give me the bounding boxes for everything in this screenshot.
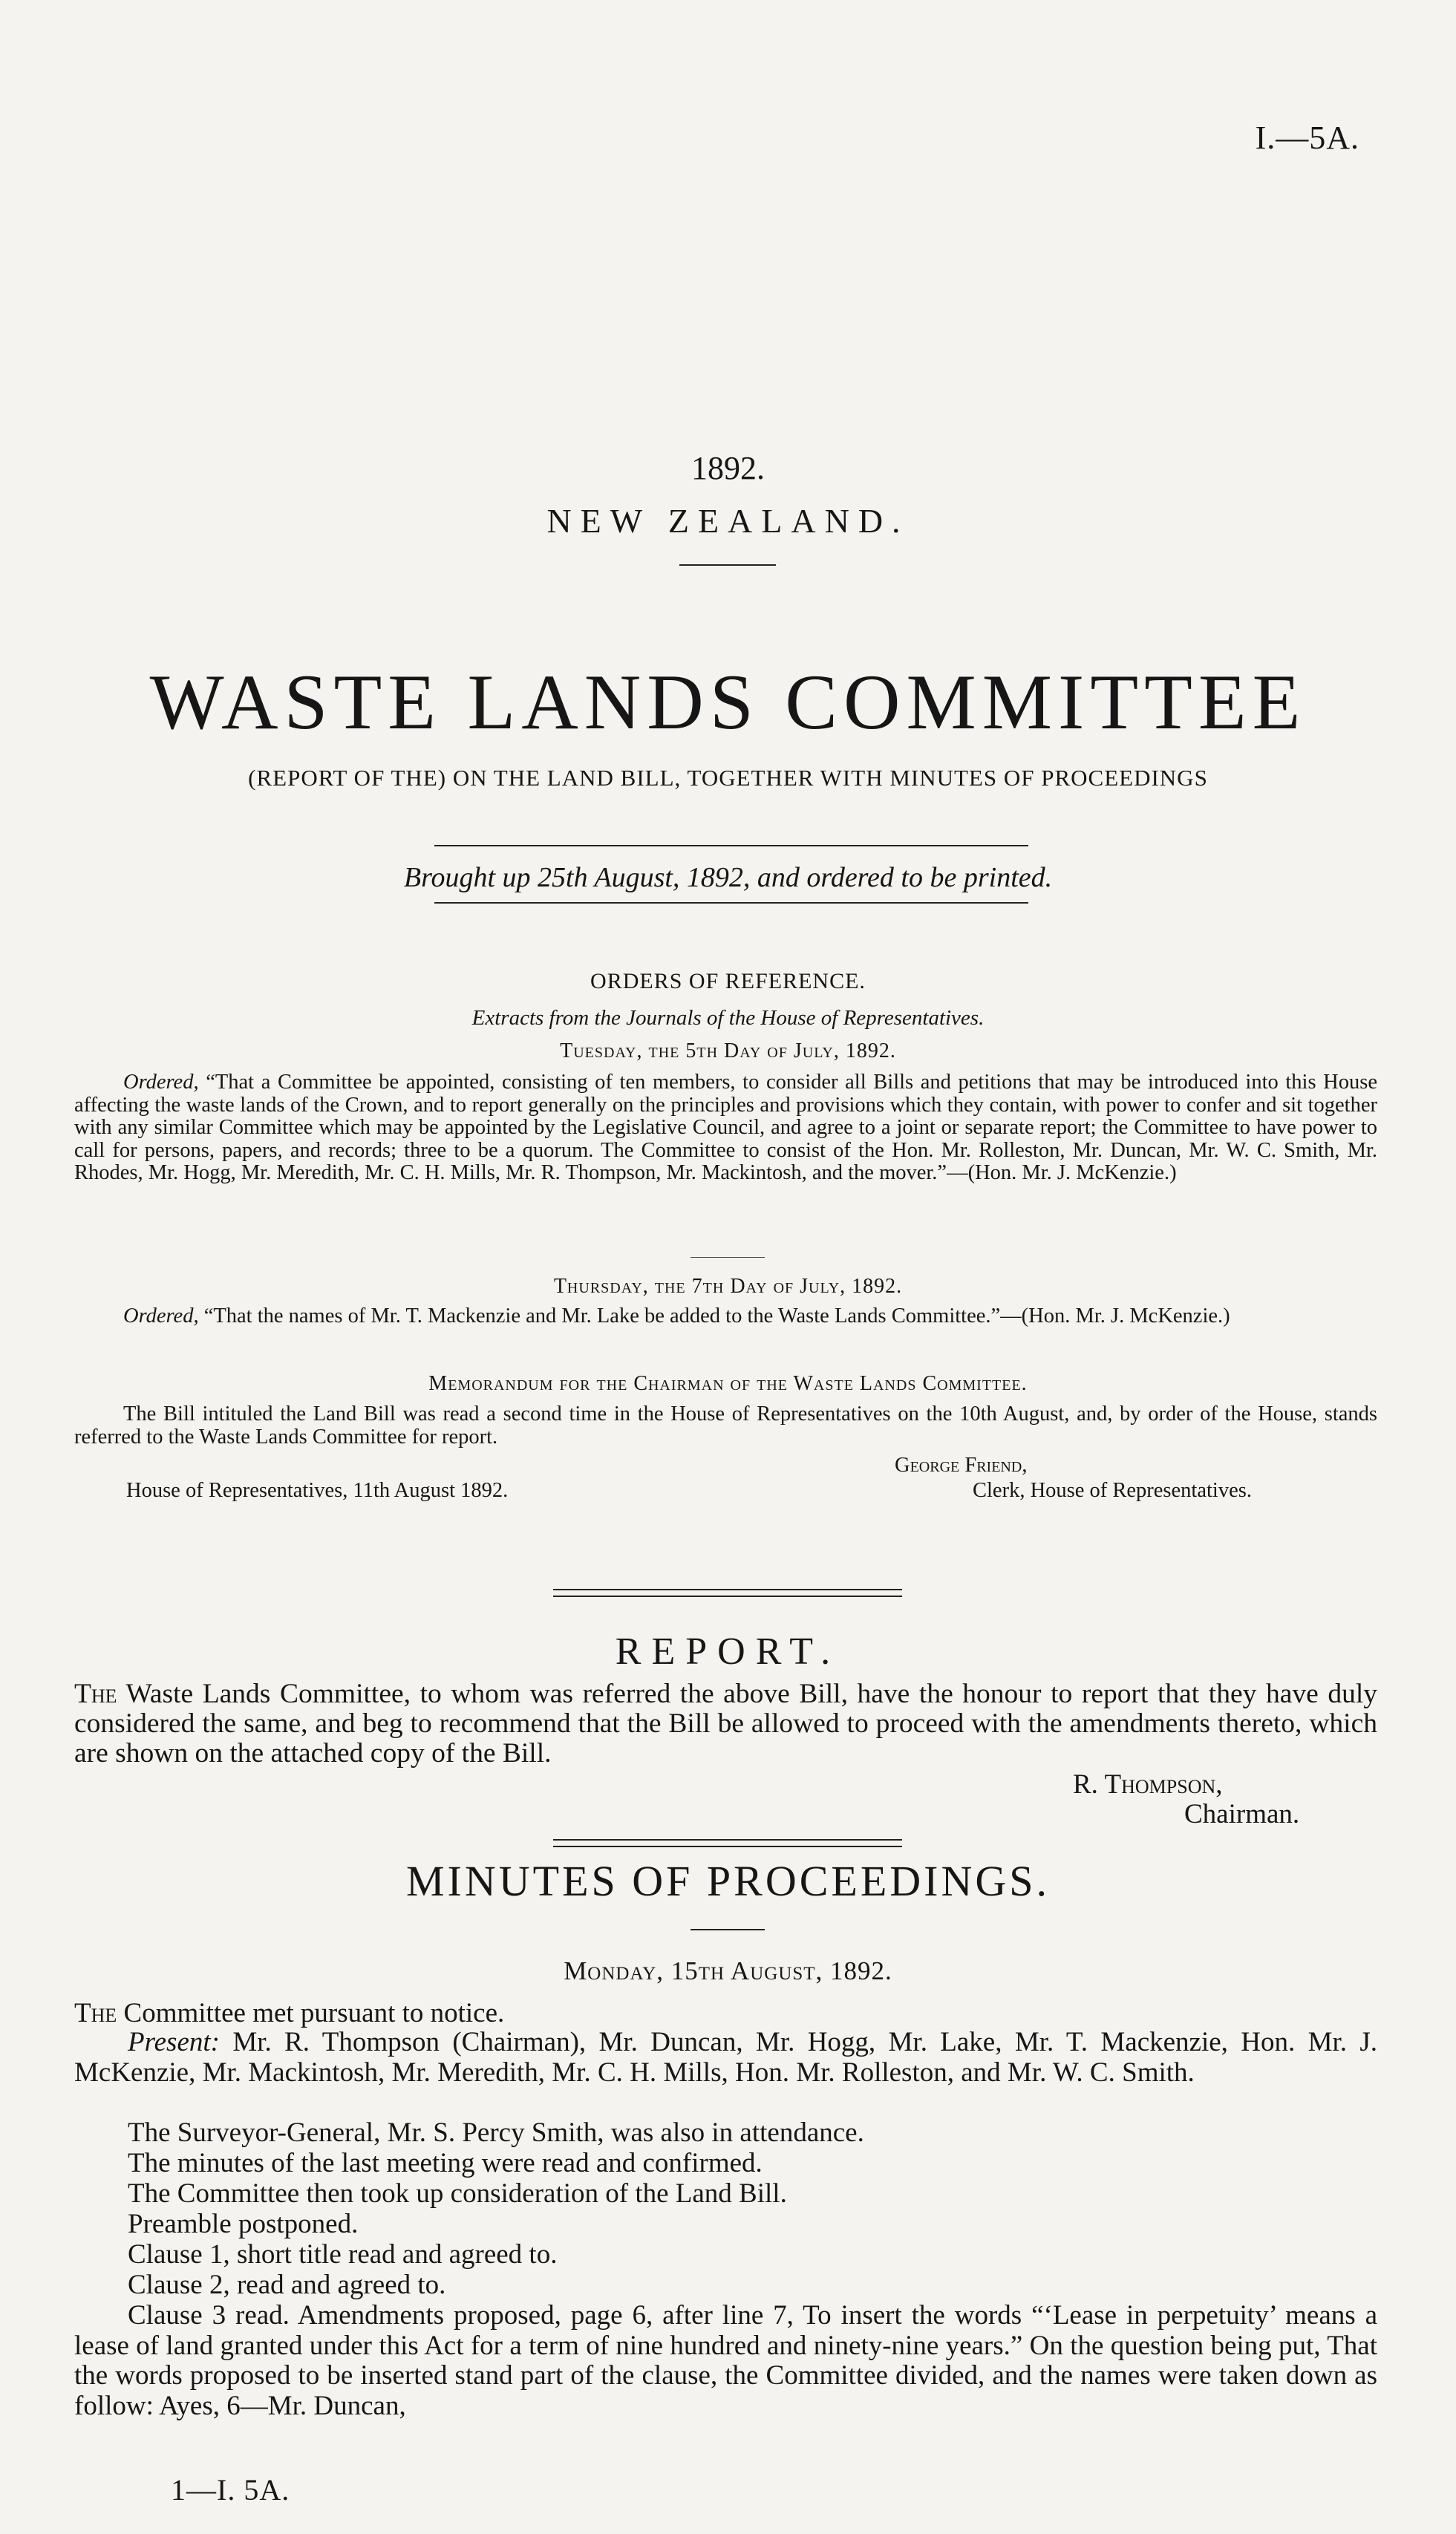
report-signature-name: R. Thompson, bbox=[1073, 1769, 1223, 1800]
memorandum-body: The Bill intituled the Land Bill was read a second time in the House of Representatives on the 10th August, and, by order of the House, stands referred to the Waste Lands Committee for report. bbox=[74, 1402, 1377, 1449]
order-text-2: “That the names of Mr. T. Mackenzie and Mr. Lake be added to the Waste Lands Committee.”—(Hon. Mr. J. McKenzie.) bbox=[203, 1304, 1230, 1328]
subtitle: (REPORT OF THE) ON THE LAND BILL, TOGETHER WITH MINUTES OF PROCEEDINGS bbox=[248, 765, 1208, 791]
country: NEW ZEALAND. bbox=[546, 502, 910, 540]
memorandum-place-date: House of Representatives, 11th August 1892. bbox=[126, 1479, 509, 1502]
minutes-line: Clause 2, read and agreed to. bbox=[128, 2270, 446, 2300]
main-title: WASTE LANDS COMMITTEE bbox=[149, 659, 1307, 745]
report-body bbox=[74, 1679, 1377, 1769]
memorandum-signature-name: George Friend, bbox=[895, 1454, 1028, 1477]
report-lead: The bbox=[74, 1679, 117, 1709]
present-paragraph bbox=[74, 2028, 1377, 2088]
minutes-lead: The bbox=[74, 1998, 117, 2028]
minutes-line: Clause 1, short title read and agreed to. bbox=[128, 2239, 558, 2270]
minutes-line: The minutes of the last meeting were read and confirmed. bbox=[128, 2148, 763, 2178]
minutes-date: Monday, 15th August, 1892. bbox=[564, 1956, 892, 1985]
date-tuesday: Tuesday, the 5th Day of July, 1892. bbox=[560, 1039, 896, 1062]
divider-1 bbox=[691, 1257, 765, 1258]
minutes-line: The Surveyor-General, Mr. S. Percy Smith, was also in attendance. bbox=[128, 2117, 864, 2148]
country-rule bbox=[679, 564, 776, 566]
ordered-label: Ordered, bbox=[123, 1071, 199, 1094]
page-footer: 1—I. 5A. bbox=[171, 2473, 290, 2507]
memorandum-signature-title: Clerk, House of Representatives. bbox=[973, 1479, 1252, 1502]
minutes-rule-1 bbox=[553, 1839, 902, 1841]
page-reference: I.—5A. bbox=[1255, 120, 1359, 156]
minutes-met-text: Committee met pursuant to notice. bbox=[123, 1998, 505, 2028]
minutes-heading: MINUTES OF PROCEEDINGS. bbox=[405, 1857, 1050, 1905]
report-signature-title: Chairman. bbox=[1184, 1799, 1300, 1829]
report-text: Waste Lands Committee, to whom was referred the above Bill, have the honour to report that they have duly considered the same, and beg to recommend that the Bill be allowed to proceed with the amendments thereto, which are shown on the attached copy of the Bill. bbox=[74, 1679, 1377, 1769]
year: 1892. bbox=[691, 450, 765, 486]
extracts-line: Extracts from the Journals of the House of Representatives. bbox=[471, 1006, 985, 1030]
minutes-line: The Committee then took up consideration of the Land Bill. bbox=[128, 2178, 787, 2209]
report-rule-1 bbox=[553, 1589, 902, 1590]
order-paragraph-2 bbox=[74, 1305, 1377, 1328]
order-text-1: “That a Committee be appointed, consisting of ten members, to consider all Bills and petitions that may be introduced into this House affecting the waste lands of the Crown, and to report generally on the principles and provisions which they contain, with power to confer and sit together with any similar Committee which may be appointed by the Legislative Council, and agree to a joint or separate report; the Committee to have power to call for persons, papers, and records; three to be a quorum. The Committee to consist of the Hon. Mr. Rolleston, Mr. Duncan, Mr. W. C. Smith, Mr. Rhodes, Mr. Hogg, Mr. Meredith, Mr. C. H. Mills, Mr. R. Thompson, Mr. Mackintosh, and the mover.”—(Hon. Mr. J. McKenzie.) bbox=[74, 1071, 1378, 1185]
minutes-met-line bbox=[74, 1997, 504, 2029]
order-paragraph-1 bbox=[74, 1071, 1377, 1185]
date-thursday: Thursday, the 7th Day of July, 1892. bbox=[553, 1275, 903, 1298]
present-names: Mr. R. Thompson (Chairman), Mr. Duncan, Mr. Hogg, Mr. Lake, Mr. T. Mackenzie, Hon. Mr. J. McKenzie, Mr. Mackintosh, Mr. Meredith, Mr. C. H. Mills, Hon. Mr. Rolleston, and Mr. W. C. Smith. bbox=[74, 2027, 1378, 2088]
clause-3-paragraph: Clause 3 read. Amendments proposed, page 6, after line 7, To insert the words “‘Lease in perpetuity’ means a lease of land granted under this Act for a term of nine hundred and ninety-nine years.” On the question being put, That the words proposed to be inserted stand part of the clause, the Committee divided, and the names were taken down as follow: Ayes, 6—Mr. Duncan, bbox=[74, 2300, 1377, 2421]
memorandum-heading: Memorandum for the Chairman of the Waste Lands Committee. bbox=[428, 1372, 1028, 1395]
minutes-rule-2 bbox=[553, 1846, 902, 1847]
brought-up-rule-bottom bbox=[434, 902, 1028, 904]
orders-heading: ORDERS OF REFERENCE. bbox=[590, 969, 866, 993]
present-label: Present: bbox=[128, 2027, 220, 2057]
ordered-label: Ordered, bbox=[123, 1304, 199, 1328]
report-heading: REPORT. bbox=[615, 1630, 841, 1673]
minutes-heading-rule bbox=[691, 1929, 765, 1930]
brought-up-rule-top bbox=[434, 845, 1028, 846]
minutes-line: Preamble postponed. bbox=[128, 2209, 359, 2239]
report-rule-2 bbox=[553, 1596, 902, 1597]
brought-up-line: Brought up 25th August, 1892, and ordered to be printed. bbox=[403, 862, 1053, 893]
